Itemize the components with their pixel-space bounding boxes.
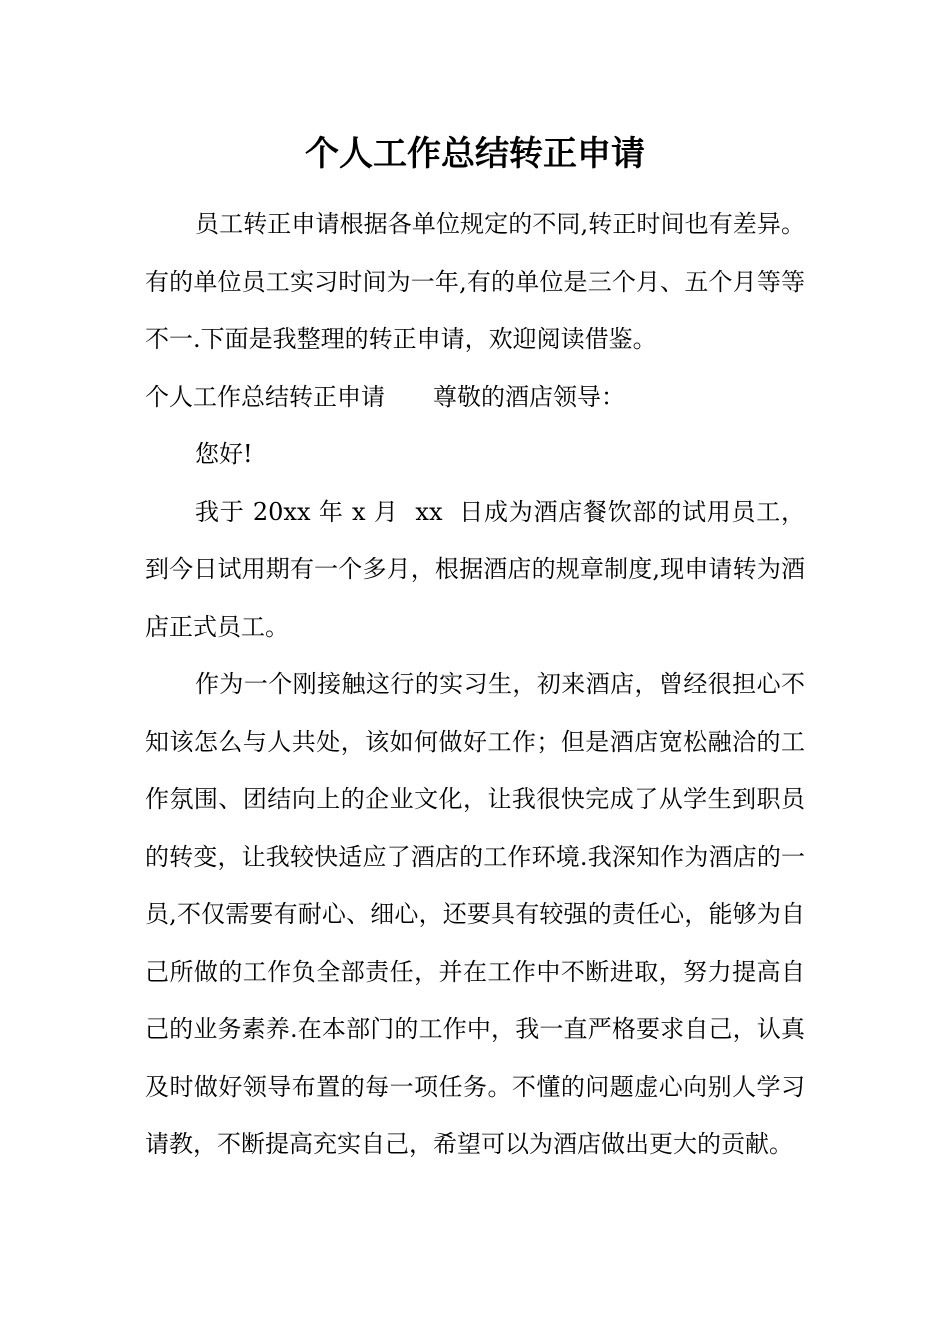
body-paragraph-2: 作为一个刚接触这行的实习生，初来酒店，曾经很担心不知该怎么与人共处，该如何做好工作；但是酒店宽松融洽的工作氛围、团结向上的企业文化，让我很快完成了从学生到职员的转变，让我较快适应了酒店的工作环境.我深知作为酒店的一员,不仅需要有耐心、细心，还要具有较强的责任心，能够为自己所做的工作负全部责任，并在工作中不断进取，努力提高自己的业务素养.在本部门的工作中，我一直严格要求自己，认真及时做好领导布置的每一项任务。不懂的问题虚心向别人学习请教，不断提高充实自己，希望可以为酒店做出更大的贡献。 (145, 670, 805, 1158)
intro-paragraph: 员工转正申请根据各单位规定的不同,转正时间也有差异。有的单位员工实习时间为一年,有的单位是三个月、五个月等等不一.下面是我整理的转正申请，欢迎阅读借鉴。 (145, 210, 805, 353)
greeting-paragraph: 您好! (195, 440, 253, 468)
document-body (145, 196, 805, 1174)
salutation: 尊敬的酒店领导： (433, 382, 625, 411)
body-paragraph-1: 我于 20xx 年 x 月 xx 日成为酒店餐饮部的试用员工，到今日试用期有一个多月，根据酒店的规章制度,现申请转为酒店正式员工。 (145, 497, 805, 641)
document-title: 个人工作总结转正申请 (305, 134, 645, 174)
section-heading: 个人工作总结转正申请 (145, 382, 385, 411)
salutation-line (145, 369, 805, 427)
